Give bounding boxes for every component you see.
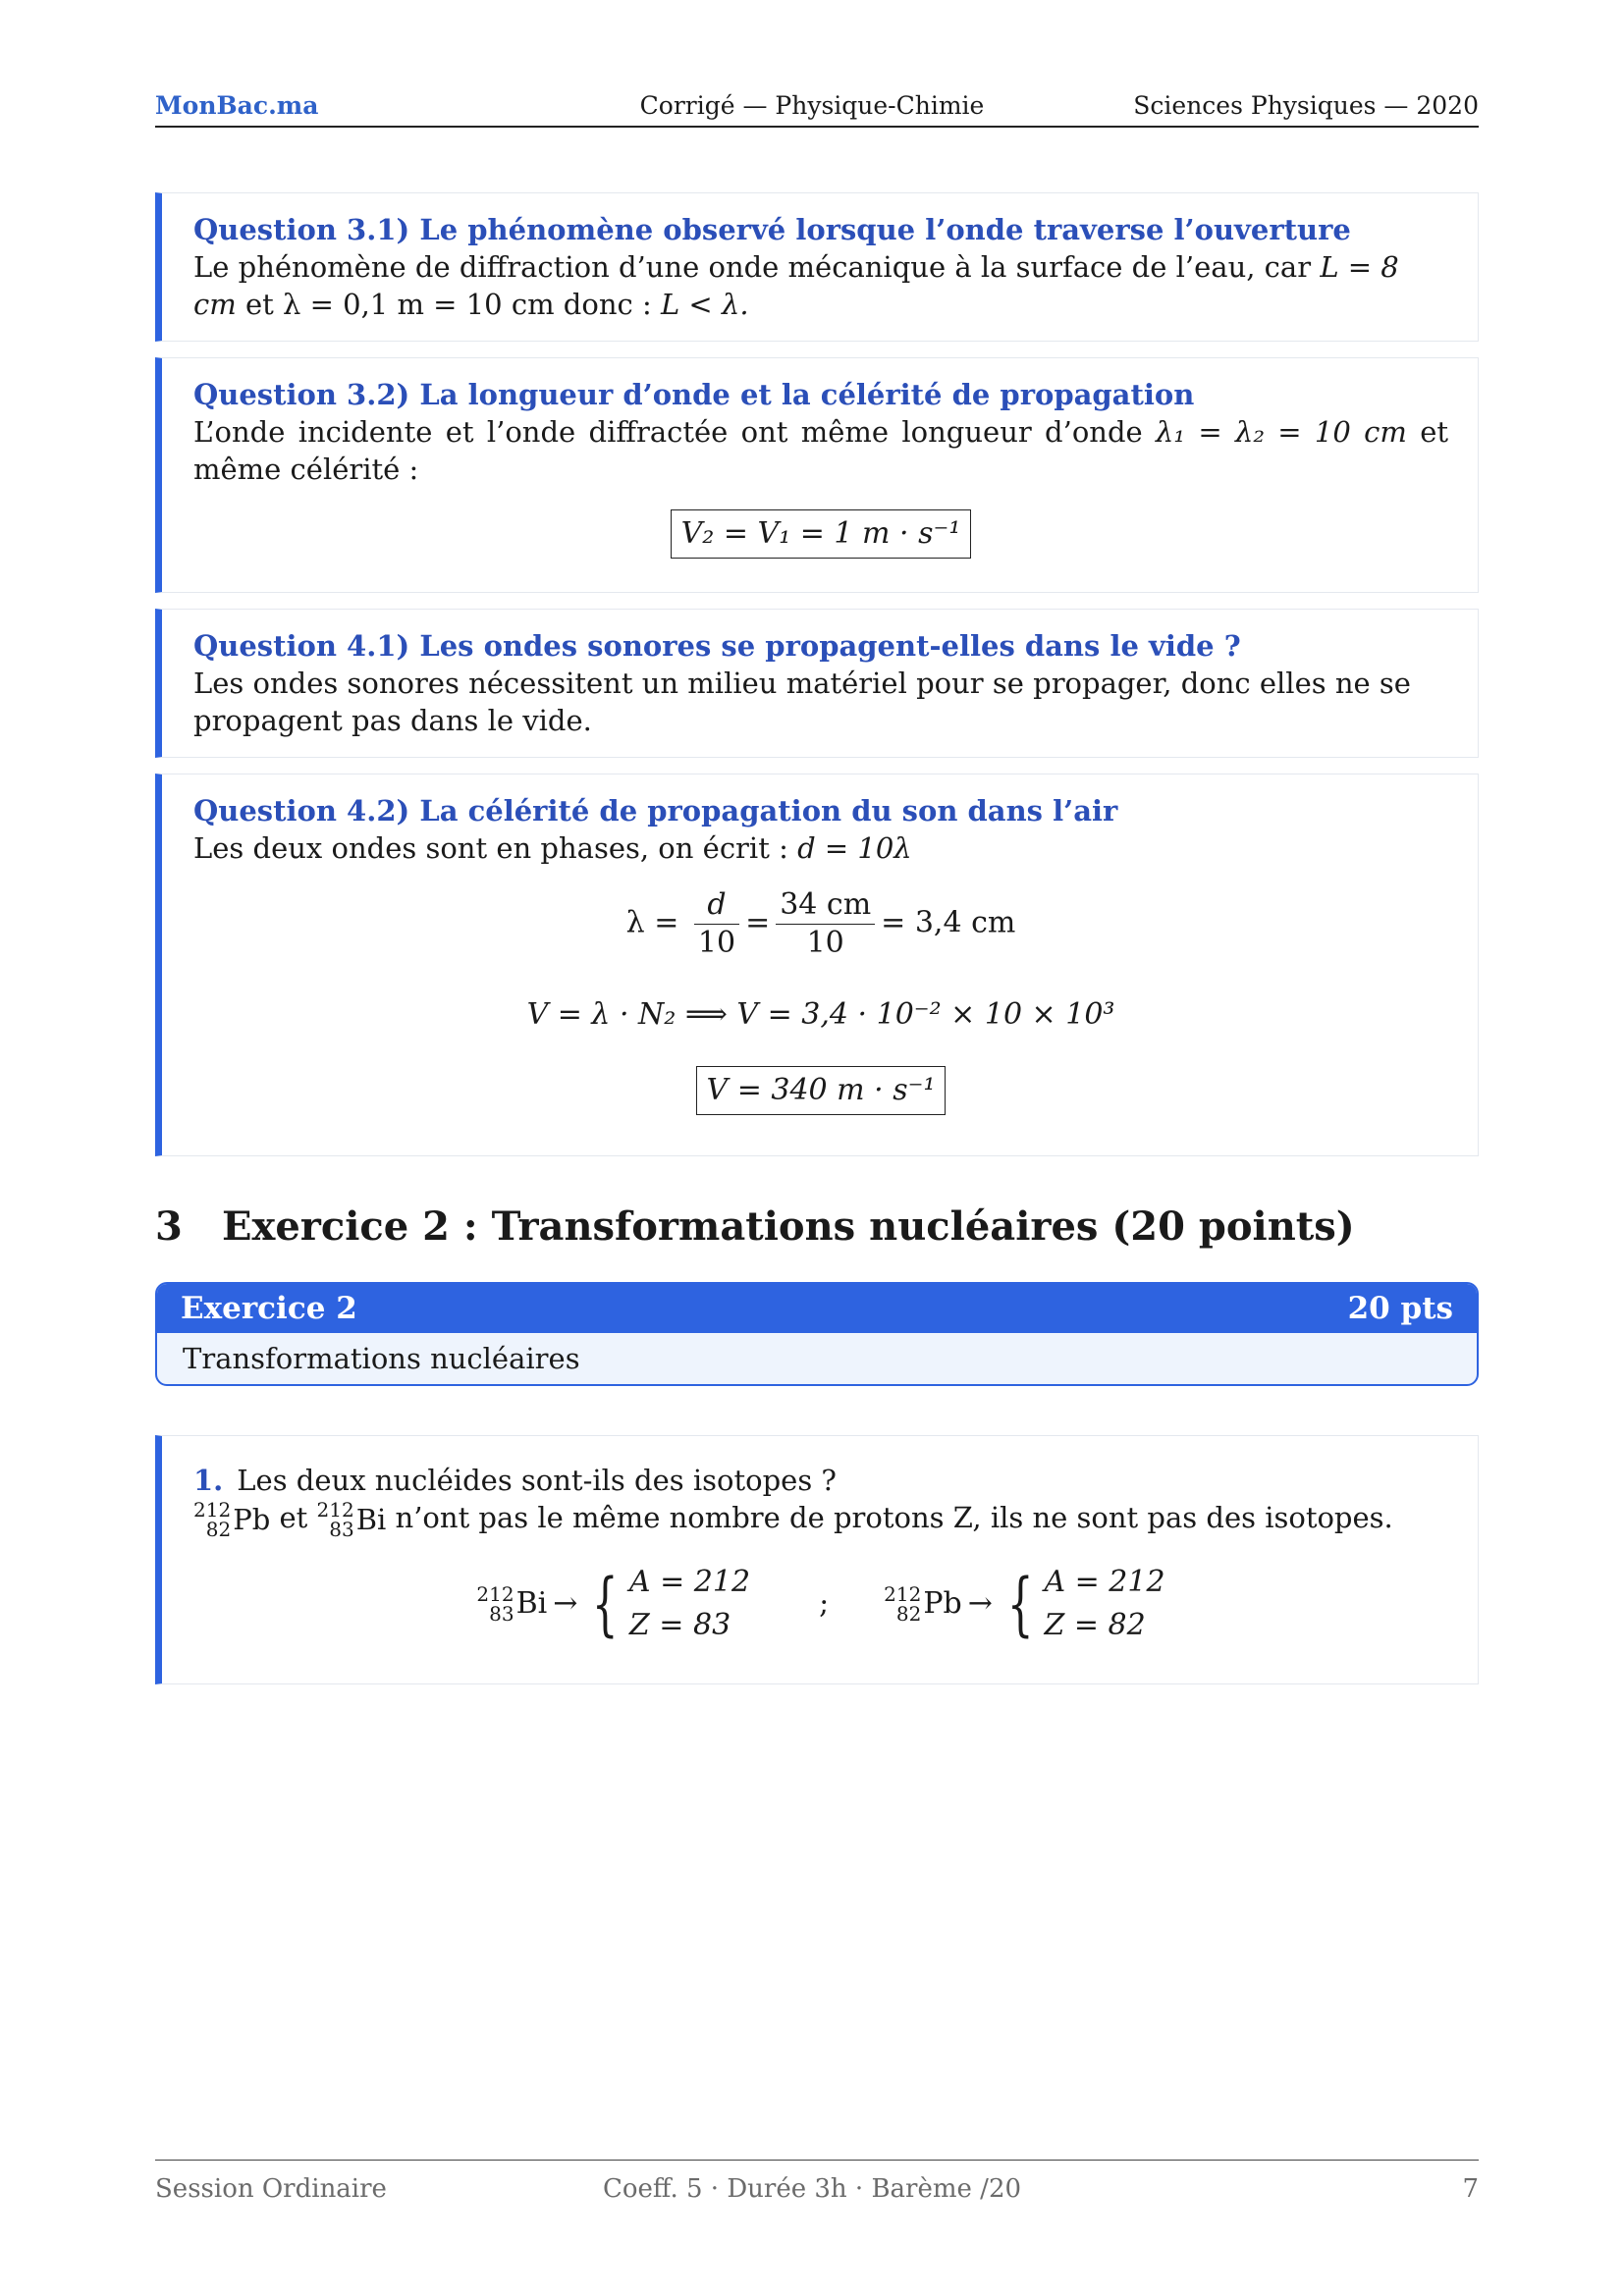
question-3-1-answer [193, 248, 1448, 323]
question-3-2-answer [193, 413, 1448, 488]
nuclide-bi-212 [317, 1500, 387, 1539]
answer-text: et même célérité : [193, 415, 1449, 486]
nuclide-indices [193, 1500, 231, 1539]
mass-number: 212 [316, 1498, 354, 1522]
result-equation [193, 509, 1448, 559]
conclusion-inequality: L < λ. [660, 288, 749, 321]
answer-text: L’onde incidente et l’onde diffractée ont même longueur d’onde [193, 415, 1157, 449]
question-4-2-intro [193, 829, 1448, 867]
answer-text: donc : [554, 288, 661, 321]
exercise-label: Exercice 2 [181, 1291, 357, 1326]
mass-number: 212 [884, 1582, 922, 1606]
equation-rhs: = 3,4 cm [881, 905, 1016, 940]
fraction-denominator: 10 [806, 926, 844, 960]
section-title: Exercice 2 : Transformations nucléaires (20 points) [222, 1203, 1355, 1250]
left-brace: { [592, 1564, 620, 1644]
atomic-number: 83 [329, 1518, 354, 1541]
footer-info: Coeff. 5 · Durée 3h · Barème /20 [602, 2174, 1022, 2204]
question-number: 1. [193, 1464, 224, 1497]
header-rule [155, 126, 1479, 128]
atomic-number: 83 [489, 1602, 514, 1626]
wavelength-equation [193, 886, 1448, 962]
question-4-2-title: Question 4.2) La célérité de propagation du son dans l’air [193, 794, 1118, 828]
nuclide-indices [884, 1584, 921, 1624]
mass-number-eq: A = 212 [628, 1565, 751, 1599]
answer-text: n’ont pas le même nombre de protons Z, ils ne sont pas des isotopes. [386, 1501, 1393, 1534]
mass-number: 212 [193, 1498, 232, 1522]
element-symbol: Bi [515, 1586, 548, 1621]
phase-relation: d = 10λ [797, 831, 912, 865]
question-text: Les deux nucléides sont-ils des isotopes ? [237, 1464, 837, 1497]
page-number: 7 [1462, 2174, 1479, 2204]
fraction-numerator: 34 cm [776, 886, 875, 925]
question-3-1-title: Question 3.1) Le phénomène observé lorsque l’onde traverse l’ouverture [193, 213, 1351, 246]
arrow: → [967, 1586, 993, 1621]
boxed-result: V₂ = V₁ = 1 m · s⁻¹ [671, 509, 972, 559]
question-4-1-answer: Les ondes sonores nécessitent un milieu matériel pour se propager, donc elles ne se propagent pas dans le vide. [193, 667, 1411, 737]
section-number: 3 [155, 1203, 183, 1250]
section-heading [155, 1203, 1355, 1250]
conjunction: et [270, 1501, 317, 1534]
nuclide-pb-212 [884, 1584, 962, 1624]
element-symbol: Pb [923, 1586, 962, 1621]
question-1-prompt [193, 1462, 1448, 1499]
element-symbol: Pb [233, 1503, 271, 1536]
pb-composition [1044, 1561, 1164, 1647]
question-4-1-title: Question 4.1) Les ondes sonores se propagent-elles dans le vide ? [193, 629, 1241, 663]
question-3-2-title: Question 3.2) La longueur d’onde et la célérité de propagation [193, 378, 1195, 411]
nuclide-indices [317, 1500, 354, 1539]
fraction-d-over-10 [694, 886, 739, 962]
nuclide-indices [476, 1584, 514, 1624]
footer-rule [155, 2160, 1479, 2161]
wavelength-equality: λ₁ = λ₂ = 10 cm [1156, 415, 1407, 449]
left-brace: { [1006, 1564, 1034, 1644]
boxed-result: V = 340 m · s⁻¹ [696, 1066, 947, 1115]
condition-wavelength: λ = 0,1 m = 10 cm [283, 288, 555, 321]
exercise-box-header [157, 1284, 1477, 1333]
atomic-number: 82 [895, 1602, 922, 1626]
exercise-subtitle: Transformations nucléaires [183, 1342, 580, 1375]
condition-width: L = 8 cm [193, 250, 1399, 321]
fraction-denominator: 10 [697, 926, 736, 960]
mass-number: 212 [476, 1582, 514, 1606]
exercise-points: 20 pts [1347, 1291, 1453, 1326]
exercise-box [155, 1282, 1479, 1386]
equals-sign: = [745, 905, 771, 940]
atomic-number-eq: Z = 83 [628, 1608, 731, 1642]
nuclide-pb-212 [193, 1500, 270, 1539]
nuclide-bi-212 [476, 1584, 547, 1624]
atomic-number-eq: Z = 82 [1044, 1608, 1146, 1642]
answer-text: Le phénomène de diffraction d’une onde mécanique à la surface de l’eau, car [193, 250, 1321, 284]
separator: ; [819, 1586, 830, 1621]
question-1-answer [193, 1499, 1448, 1539]
fraction-numerator: d [694, 886, 739, 925]
brand-logo-text: MonBac.ma [155, 91, 319, 120]
header-title: Corrigé — Physique-Chimie [639, 91, 985, 120]
arrow: → [553, 1586, 578, 1621]
answer-text: Les deux ondes sont en phases, on écrit : [193, 831, 798, 865]
question-1-card [155, 1435, 1479, 1684]
fraction-34-over-10 [776, 886, 875, 962]
velocity-equation: V = λ · N₂ ⟹ V = 3,4 · 10⁻² × 10 × 10³ [526, 997, 1115, 1032]
question-3-1-card [155, 192, 1479, 342]
header-subject-year: Sciences Physiques — 2020 [1133, 91, 1479, 120]
equation-lhs: λ = [625, 905, 679, 940]
question-3-2-card [155, 357, 1479, 593]
element-symbol: Bi [355, 1503, 387, 1536]
atomic-number: 82 [205, 1518, 232, 1541]
result-equation [193, 1066, 1448, 1115]
nuclide-composition-systems [193, 1561, 1448, 1647]
mass-number-eq: A = 212 [1044, 1565, 1165, 1599]
answer-text: et [236, 288, 284, 321]
bi-composition [629, 1561, 750, 1647]
footer-session: Session Ordinaire [155, 2174, 387, 2204]
question-4-1-card [155, 609, 1479, 758]
question-4-2-card [155, 774, 1479, 1156]
